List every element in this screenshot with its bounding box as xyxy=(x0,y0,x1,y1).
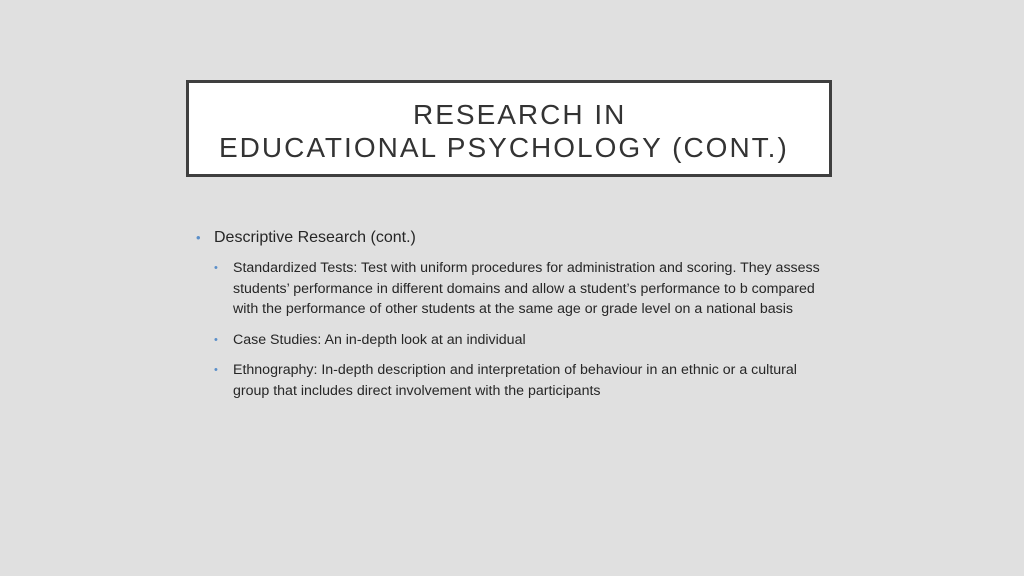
sub-bullet-text: Ethnography: In-depth description and interpretation of behaviour in an ethnic or a cultural group that includes direct involvement with the participants xyxy=(233,362,797,399)
title-line-2: EDUCATIONAL PSYCHOLOGY (CONT.) xyxy=(219,132,789,163)
sub-bullet-ethnography xyxy=(214,360,826,401)
sub-bullet-text: Standardized Tests: Test with uniform procedures for administration and scoring. They assess students’ performance in different domains and allow a student’s performance to b compared with the performance of other students at the same age or grade level on a national basis xyxy=(233,260,820,317)
bullet-icon: • xyxy=(214,262,218,274)
bullet-icon: • xyxy=(196,230,201,245)
bullet-icon: • xyxy=(214,333,218,346)
sub-bullet-text: Case Studies: An in-depth look at an individual xyxy=(233,331,526,348)
title-box xyxy=(186,80,832,177)
slide-content xyxy=(196,226,826,411)
bullet-descriptive-research xyxy=(196,226,826,250)
sub-bullet-list xyxy=(196,258,826,401)
bullet-icon: • xyxy=(214,364,218,376)
title-line-1: RESEARCH IN xyxy=(413,99,627,130)
sub-bullet-case-studies xyxy=(214,330,826,351)
bullet-text: Descriptive Research (cont.) xyxy=(214,229,416,246)
sub-bullet-standardized-tests xyxy=(214,258,826,320)
